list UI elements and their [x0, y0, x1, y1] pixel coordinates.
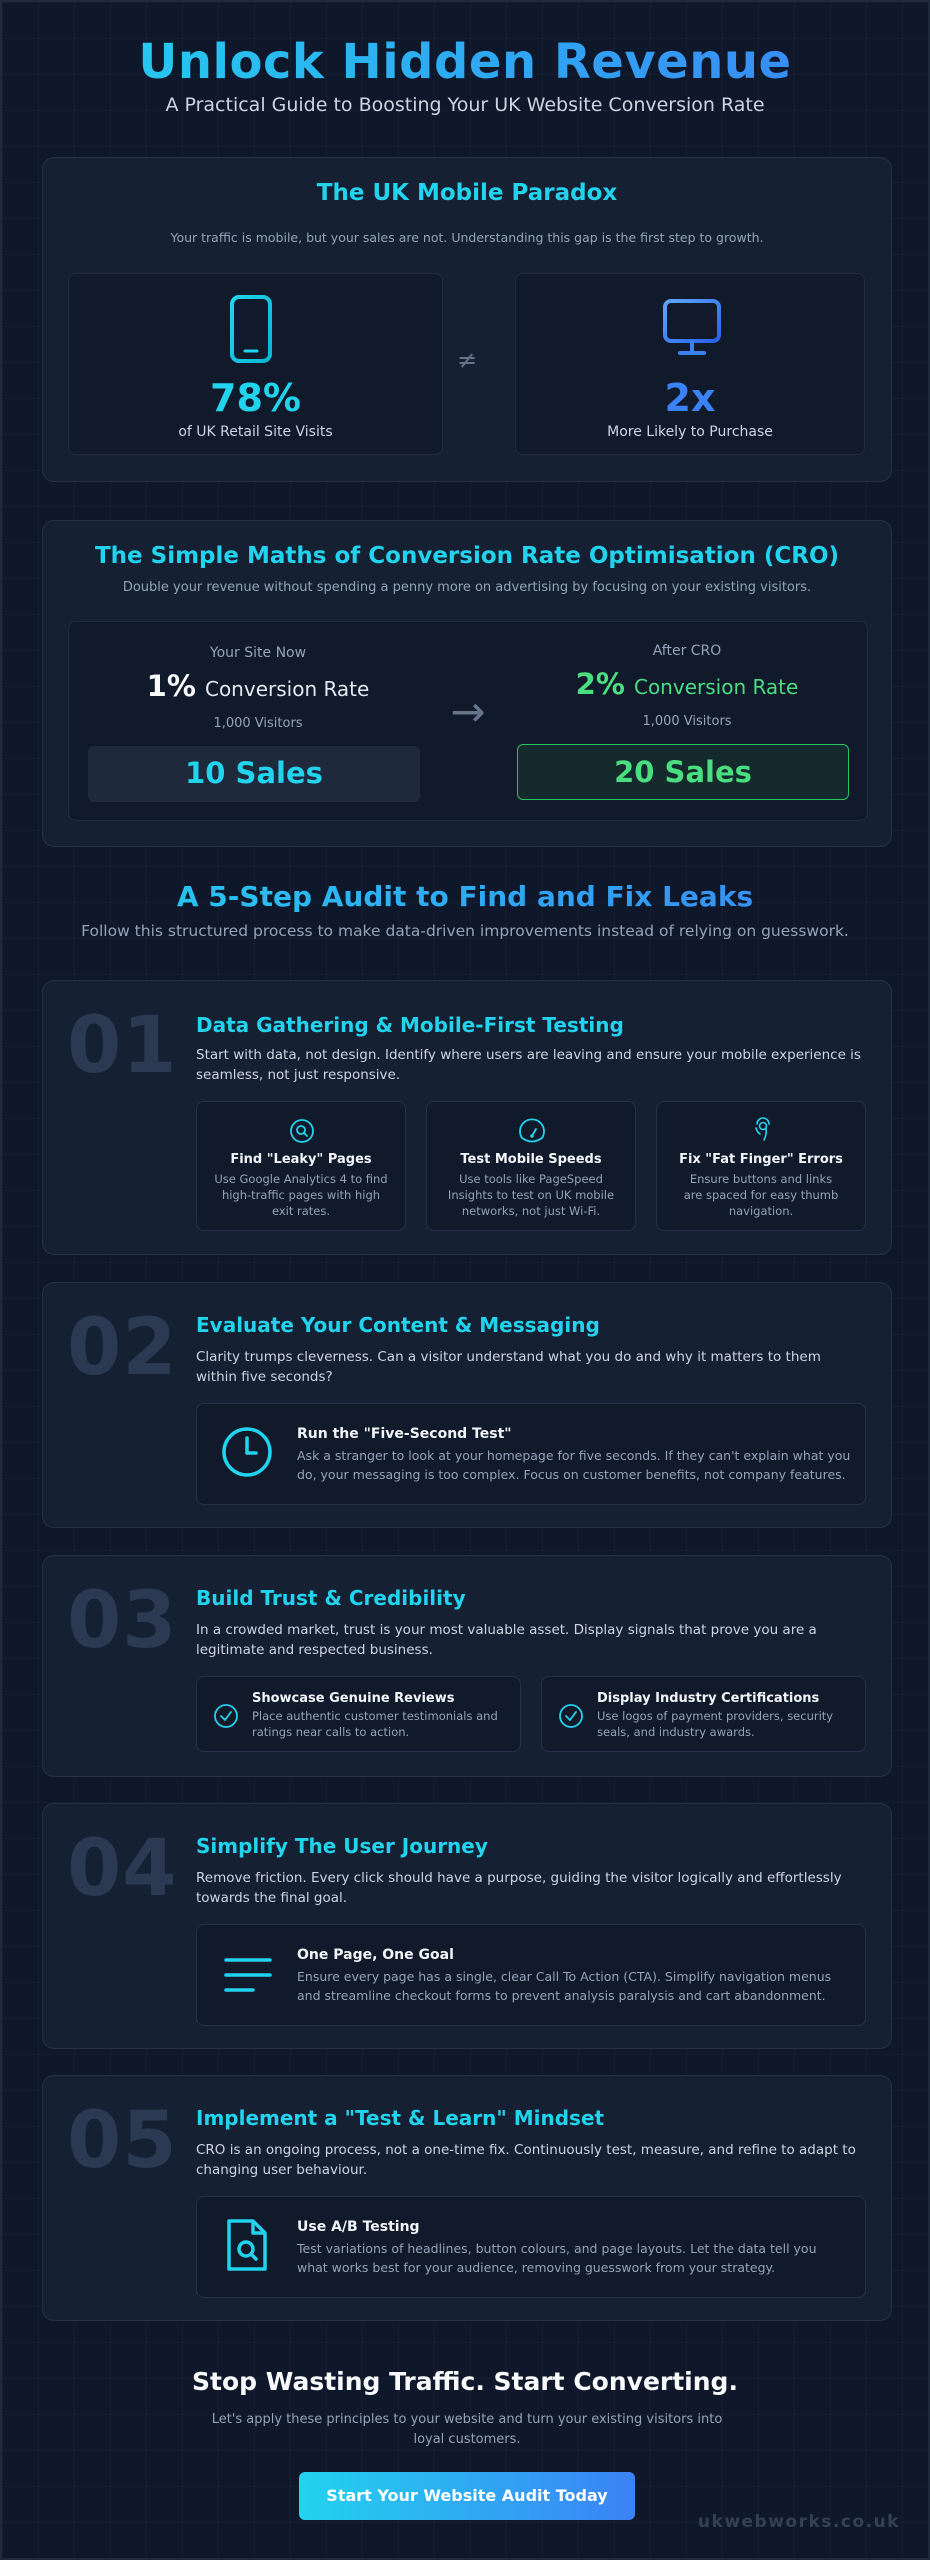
- tip-text: Test variations of headlines, button colours, and page layouts. Let the data tell you what works best for your audience, removing guesswork from your strategy.: [297, 2241, 817, 2275]
- after-sales-box: 20 Sales: [517, 744, 849, 800]
- section-title: The Simple Maths of Conversion Rate Optimisation (CRO): [94, 543, 840, 569]
- stat-card-purchase: [515, 273, 865, 455]
- step-card-02: [42, 1282, 892, 1528]
- after-visitors: 1,000 Visitors: [642, 714, 732, 729]
- tip-text: Use tools like PageSpeed Insights to test on UK mobile networks, not just Wi-Fi.: [447, 1172, 615, 1218]
- stat-label: of UK Retail Site Visits: [178, 424, 333, 440]
- fingerprint-icon: [751, 1116, 775, 1148]
- tip-text: Use logos of payment providers, security seals, and industry awards.: [597, 1709, 834, 1739]
- mobile-paradox-section: [42, 157, 892, 482]
- step-description: Clarity trumps cleverness. Can a visitor understand what you do and why it matters to them within five seconds?: [196, 1349, 821, 1385]
- step-description: Remove friction. Every click should have a purpose, guiding the visitor logically and effortlessly towards the final goal.: [196, 1870, 842, 1906]
- tip-title: Run the "Five-Second Test": [297, 1426, 512, 1442]
- section-description: Double your revenue without spending a penny more on advertising by focusing on your existing visitors.: [122, 580, 812, 595]
- tip-text: Ensure buttons and links are spaced for easy thumb navigation.: [683, 1172, 839, 1218]
- tip-card-genuine-reviews: [196, 1676, 521, 1752]
- document-search-icon: [225, 2217, 269, 2277]
- tip-card-industry-certifications: [541, 1676, 866, 1752]
- arrow-right-icon: →: [450, 687, 486, 736]
- check-circle-icon: [558, 1703, 584, 1733]
- step-card-03: [42, 1555, 892, 1777]
- tip-card-fat-finger-errors: [656, 1101, 866, 1231]
- step-title: Evaluate Your Content & Messaging: [196, 1313, 600, 1337]
- audit-subtitle: Follow this structured process to make data-driven improvements instead of relying on guesswork.: [81, 922, 849, 940]
- after-heading: After CRO: [652, 643, 722, 659]
- before-rate-value: 1%: [146, 669, 196, 703]
- tip-title: One Page, One Goal: [297, 1947, 454, 1963]
- page-title: Unlock Hidden Revenue: [2, 34, 928, 90]
- step-description: In a crowded market, trust is your most valuable asset. Display signals that prove you are a legitimate and respected business.: [196, 1622, 817, 1658]
- step-number: 05: [67, 2096, 178, 2186]
- tip-card-one-page-one-goal: [196, 1924, 866, 2026]
- step-number: 01: [67, 1001, 178, 1091]
- tip-text: Ensure every page has a single, clear Call To Action (CTA). Simplify navigation menus and streamline checkout forms to prevent analysis paralysis and cart abandonment.: [297, 1969, 832, 2003]
- audit-title: A 5-Step Audit to Find and Fix Leaks: [2, 880, 928, 913]
- before-rate-row: [88, 669, 428, 703]
- tip-text: Ask a stranger to look at your homepage for five seconds. If they can't explain what you do, your messaging is too complex. Focus on customer benefits, not company features.: [297, 1448, 851, 1482]
- tip-card-five-second-test: [196, 1403, 866, 1505]
- tip-title: Fix "Fat Finger" Errors: [679, 1152, 843, 1167]
- start-audit-button[interactable]: Start Your Website Audit Today: [299, 2472, 635, 2520]
- step-description: Start with data, not design. Identify where users are leaving and ensure your mobile experience is seamless, not just responsive.: [196, 1047, 861, 1083]
- step-card-05: [42, 2075, 892, 2321]
- step-card-04: [42, 1803, 892, 2049]
- before-sales-box: 10 Sales: [88, 746, 420, 802]
- speed-gauge-icon: [517, 1116, 547, 1150]
- stat-card-mobile-visits: [68, 273, 443, 455]
- stat-label: More Likely to Purchase: [607, 424, 773, 440]
- tip-title: Test Mobile Speeds: [460, 1152, 602, 1167]
- stat-value: 78%: [210, 376, 301, 420]
- step-title: Build Trust & Credibility: [196, 1586, 466, 1610]
- step-title: Simplify The User Journey: [196, 1834, 488, 1858]
- check-circle-icon: [213, 1703, 239, 1733]
- tip-title: Display Industry Certifications: [597, 1691, 820, 1706]
- smartphone-icon: [229, 294, 273, 368]
- after-rate-value: 2%: [575, 667, 625, 701]
- clock-icon: [221, 1426, 273, 1482]
- step-number: 03: [67, 1576, 178, 1666]
- step-title: Data Gathering & Mobile-First Testing: [196, 1013, 624, 1037]
- section-title: The UK Mobile Paradox: [316, 180, 618, 206]
- step-number: 02: [67, 1303, 178, 1393]
- not-equal-symbol: ≠: [456, 346, 478, 374]
- step-number: 04: [67, 1824, 178, 1914]
- step-description: CRO is an ongoing process, not a one-time fix. Continuously test, measure, and refine to adapt to changing user behaviour.: [196, 2142, 856, 2178]
- magnifier-icon: [289, 1118, 315, 1148]
- tip-title: Use A/B Testing: [297, 2219, 420, 2235]
- before-heading: Your Site Now: [209, 645, 307, 661]
- tip-card-test-mobile-speeds: [426, 1101, 636, 1231]
- after-rate-row: [517, 667, 857, 701]
- cta-subtitle: Let's apply these principles to your website and turn your existing visitors into loyal customers.: [211, 2412, 723, 2447]
- tip-card-find-leaky-pages: [196, 1101, 406, 1231]
- menu-lines-icon: [223, 1955, 273, 1999]
- stat-value: 2x: [664, 376, 716, 420]
- before-rate-label: Conversion Rate: [204, 677, 370, 701]
- monitor-icon: [662, 298, 722, 362]
- tip-text: Place authentic customer testimonials and ratings near calls to action.: [252, 1709, 498, 1739]
- step-title: Implement a "Test & Learn" Mindset: [196, 2106, 605, 2130]
- section-description: Your traffic is mobile, but your sales are not. Understanding this gap is the first step to growth.: [170, 230, 764, 245]
- footer-brand: ukwebworks.co.uk: [697, 2512, 900, 2532]
- tip-title: Find "Leaky" Pages: [230, 1152, 372, 1167]
- step-card-01: [42, 980, 892, 1255]
- after-rate-label: Conversion Rate: [633, 675, 799, 699]
- tip-title: Showcase Genuine Reviews: [252, 1691, 455, 1706]
- tip-text: Use Google Analytics 4 to find high-traffic pages with high exit rates.: [214, 1172, 388, 1218]
- page-subtitle: A Practical Guide to Boosting Your UK Website Conversion Rate: [165, 94, 765, 116]
- tip-card-ab-testing: [196, 2196, 866, 2298]
- cro-maths-section: [42, 520, 892, 847]
- cta-title: Stop Wasting Traffic. Start Converting.: [192, 2367, 738, 2396]
- before-visitors: 1,000 Visitors: [213, 716, 303, 731]
